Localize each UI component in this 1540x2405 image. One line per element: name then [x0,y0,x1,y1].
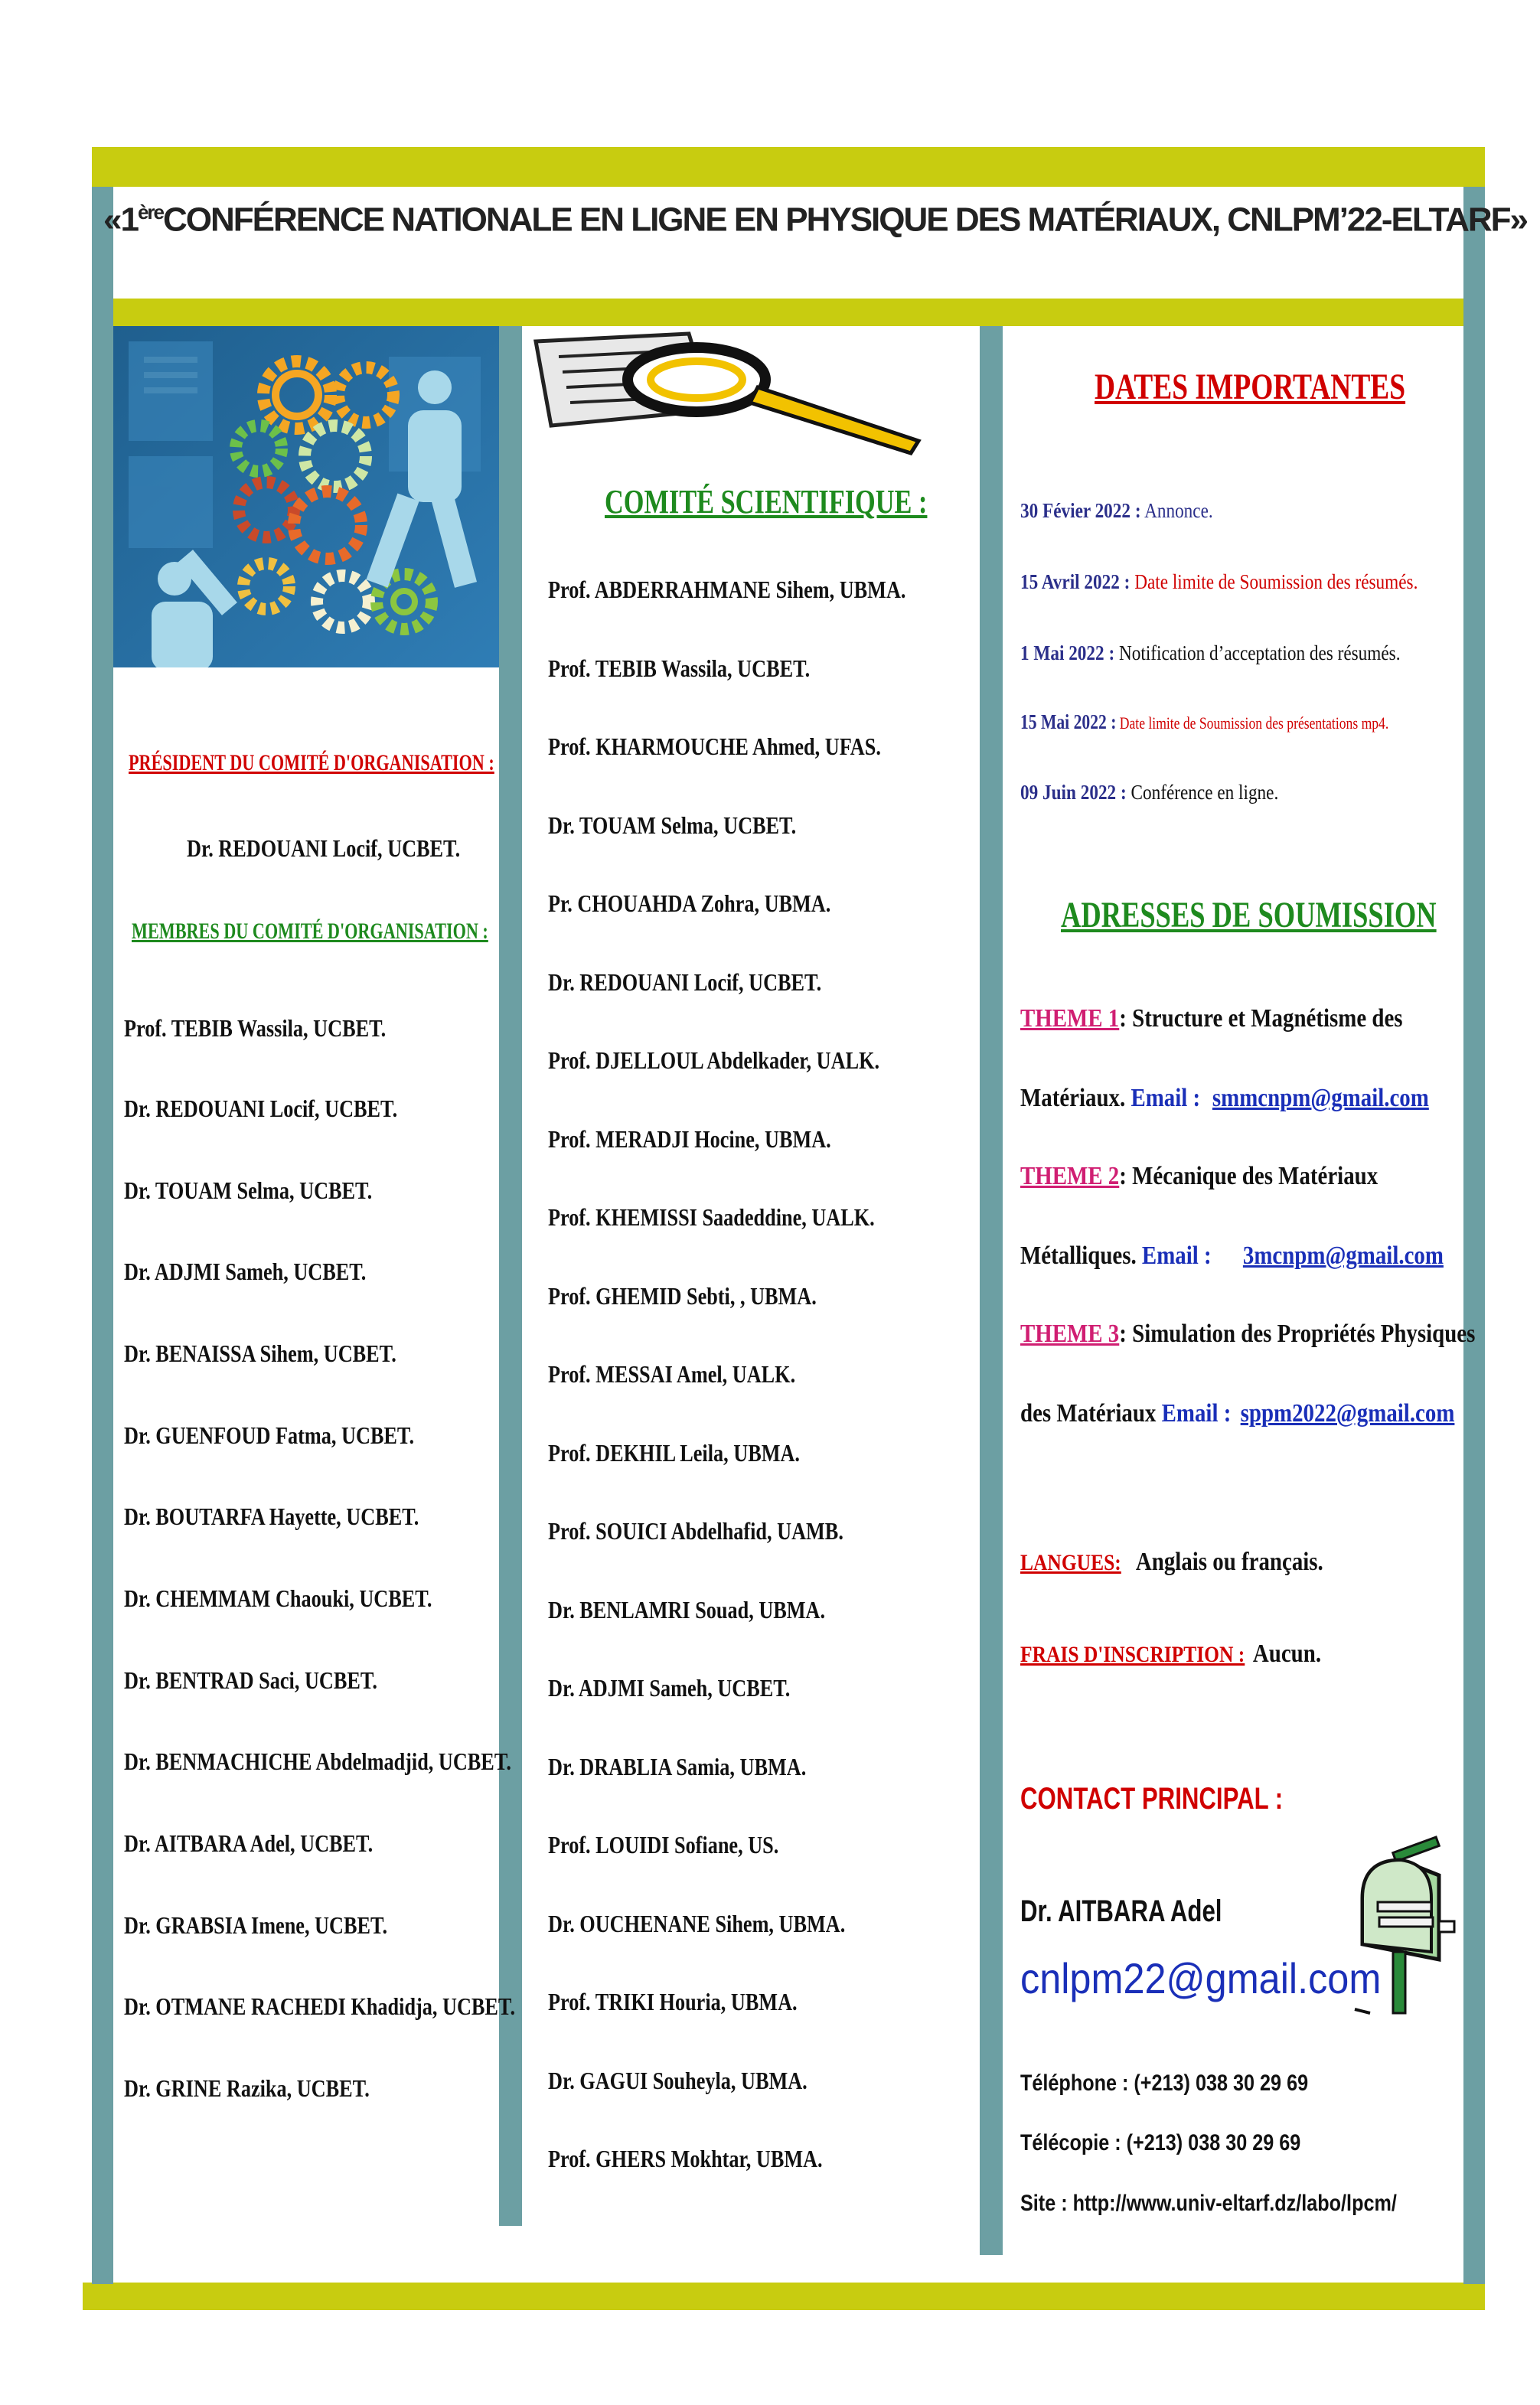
date-row: 1 Mai 2022 : Notification d’acceptation des résumés. [1020,641,1401,664]
list-item: Dr. REDOUANI Locif, UCBET. [124,1095,398,1122]
list-item: Prof. ABDERRAHMANE Sihem, UBMA. [548,576,906,603]
president-heading: PRÉSIDENT DU COMITÉ D'ORGANISATION : [129,750,494,775]
list-item: Dr. OTMANE RACHEDI Khadidja, UCBET. [124,1992,516,2020]
column-bar-1 [499,326,522,2226]
date-row: 15 Mai 2022 : Date limite de Soumission des présentations mp4. [1020,710,1389,733]
list-item: Dr. GRINE Razika, UCBET. [124,2074,370,2102]
list-item: Dr. GAGUI Souheyla, UBMA. [548,2067,808,2094]
contact-name: Dr. AITBARA Adel [1020,1894,1222,1928]
list-item: Dr. BENMACHICHE Abdelmadjid, UCBET. [124,1747,511,1775]
top-band [92,147,1485,187]
list-item: Prof. GHEMID Sebti, , UBMA. [548,1282,817,1310]
list-item: Prof. KHEMISSI Saadeddine, UALK. [548,1203,875,1231]
list-item: Dr. TOUAM Selma, UCBET. [124,1176,373,1204]
fees-row: FRAIS D'INSCRIPTION : Aucun. [1020,1640,1322,1668]
list-item: Prof. MESSAI Amel, UALK. [548,1360,796,1388]
list-item: Dr. ADJMI Sameh, UCBET. [124,1258,367,1285]
theme-3-line1: THEME 3: Simulation des Propriétés Physiques [1020,1320,1476,1348]
list-item: Dr. TOUAM Selma, UCBET. [548,811,797,839]
list-item: Prof. TEBIB Wassila, UCBET. [124,1014,387,1042]
list-item: Dr. BENTRAD Saci, UCBET. [124,1666,377,1694]
date-row: 15 Avril 2022 : Date limite de Soumission des résumés. [1020,570,1418,593]
list-item: Prof. DEKHIL Leila, UBMA. [548,1439,800,1467]
frame-bar-right [1463,187,1485,2284]
site-text: Site : http://www.univ-eltarf.dz/labo/lpcm/ [1020,2191,1397,2216]
list-item: Prof. KHARMOUCHE Ahmed, UFAS. [548,733,881,760]
bottom-band [83,2283,1485,2310]
list-item: Dr. ADJMI Sameh, UCBET. [548,1674,791,1702]
contact-email-link[interactable]: cnlpm22@gmail.com [1020,1954,1382,2002]
phone-text: Téléphone : (+213) 038 30 29 69 [1020,2071,1309,2096]
list-item: Prof. TRIKI Houria, UBMA. [548,1988,798,2015]
list-item: Dr. GUENFOUD Fatma, UCBET. [124,1421,415,1449]
theme-3-line2: des Matériaux Email : sppm2022@gmail.com [1020,1399,1455,1428]
theme-2-line1: THEME 2: Mécanique des Matériaux [1020,1162,1378,1190]
theme-1-line2: Matériaux. Email : smmcnpm@gmail.com [1020,1084,1429,1112]
dates-heading: DATES IMPORTANTES [1095,367,1406,407]
list-item: Dr. CHEMMAM Chaouki, UCBET. [124,1584,432,1612]
list-item: Dr. BENLAMRI Souad, UBMA. [548,1596,826,1623]
list-item: Dr. AITBARA Adel, UCBET. [124,1829,374,1857]
magnifier-illustration [528,326,926,456]
list-item: Prof. DJELLOUL Abdelkader, UALK. [548,1046,880,1074]
column-bar-2 [980,326,1003,2255]
page-title: «1èreCONFÉRENCE NATIONALE EN LIGNE EN PHYSIQUE DES MATÉRIAUX, CNLPM’22-ELTARF» [103,201,1527,239]
email-link-theme-1[interactable]: smmcnpm@gmail.com [1212,1084,1429,1112]
list-item: Prof. MERADJI Hocine, UBMA. [548,1125,831,1153]
list-item: Dr. DRABLIA Samia, UBMA. [548,1753,807,1780]
frame-bar-left [92,187,113,2284]
theme-2-line2: Métalliques. Email : 3mcnpm@gmail.com [1020,1242,1444,1270]
fax-text: Télécopie : (+213) 038 30 29 69 [1020,2130,1301,2155]
members-heading: MEMBRES DU COMITÉ D'ORGANISATION : [132,919,488,944]
languages-row: LANGUES: Anglais ou français. [1020,1548,1323,1576]
list-item: Pr. CHOUAHDA Zohra, UBMA. [548,889,831,917]
theme-1-line1: THEME 1: Structure et Magnétisme des [1020,1004,1403,1033]
list-item: Dr. OUCHENANE Sihem, UBMA. [548,1910,846,1937]
date-row: 30 Févier 2022 : Annonce. [1020,499,1213,522]
gears-illustration [113,326,499,667]
date-row: 09 Juin 2022 : Conférence en ligne. [1020,781,1279,804]
list-item: Dr. GRABSIA Imene, UCBET. [124,1911,388,1939]
email-link-theme-3[interactable]: sppm2022@gmail.com [1240,1399,1455,1428]
list-item: Dr. BOUTARFA Hayette, UCBET. [124,1503,419,1530]
scientific-committee-heading: COMITÉ SCIENTIFIQUE : [605,483,928,520]
list-item: Prof. TEBIB Wassila, UCBET. [548,654,811,682]
contact-heading: CONTACT PRINCIPAL : [1020,1782,1284,1816]
list-item: Prof. GHERS Mokhtar, UBMA. [548,2145,823,2172]
email-link-theme-2[interactable]: 3mcnpm@gmail.com [1242,1242,1444,1270]
mailbox-icon [1347,1829,1462,2021]
list-item: Prof. LOUIDI Sofiane, US. [548,1831,779,1858]
president-name: Dr. REDOUANI Locif, UCBET. [187,834,461,862]
list-item: Dr. BENAISSA Sihem, UCBET. [124,1340,396,1367]
title-underband [92,299,1485,326]
list-item: Dr. REDOUANI Locif, UCBET. [548,968,822,996]
submission-heading: ADRESSES DE SOUMISSION [1061,895,1437,935]
list-item: Prof. SOUICI Abdelhafid, UAMB. [548,1517,843,1545]
